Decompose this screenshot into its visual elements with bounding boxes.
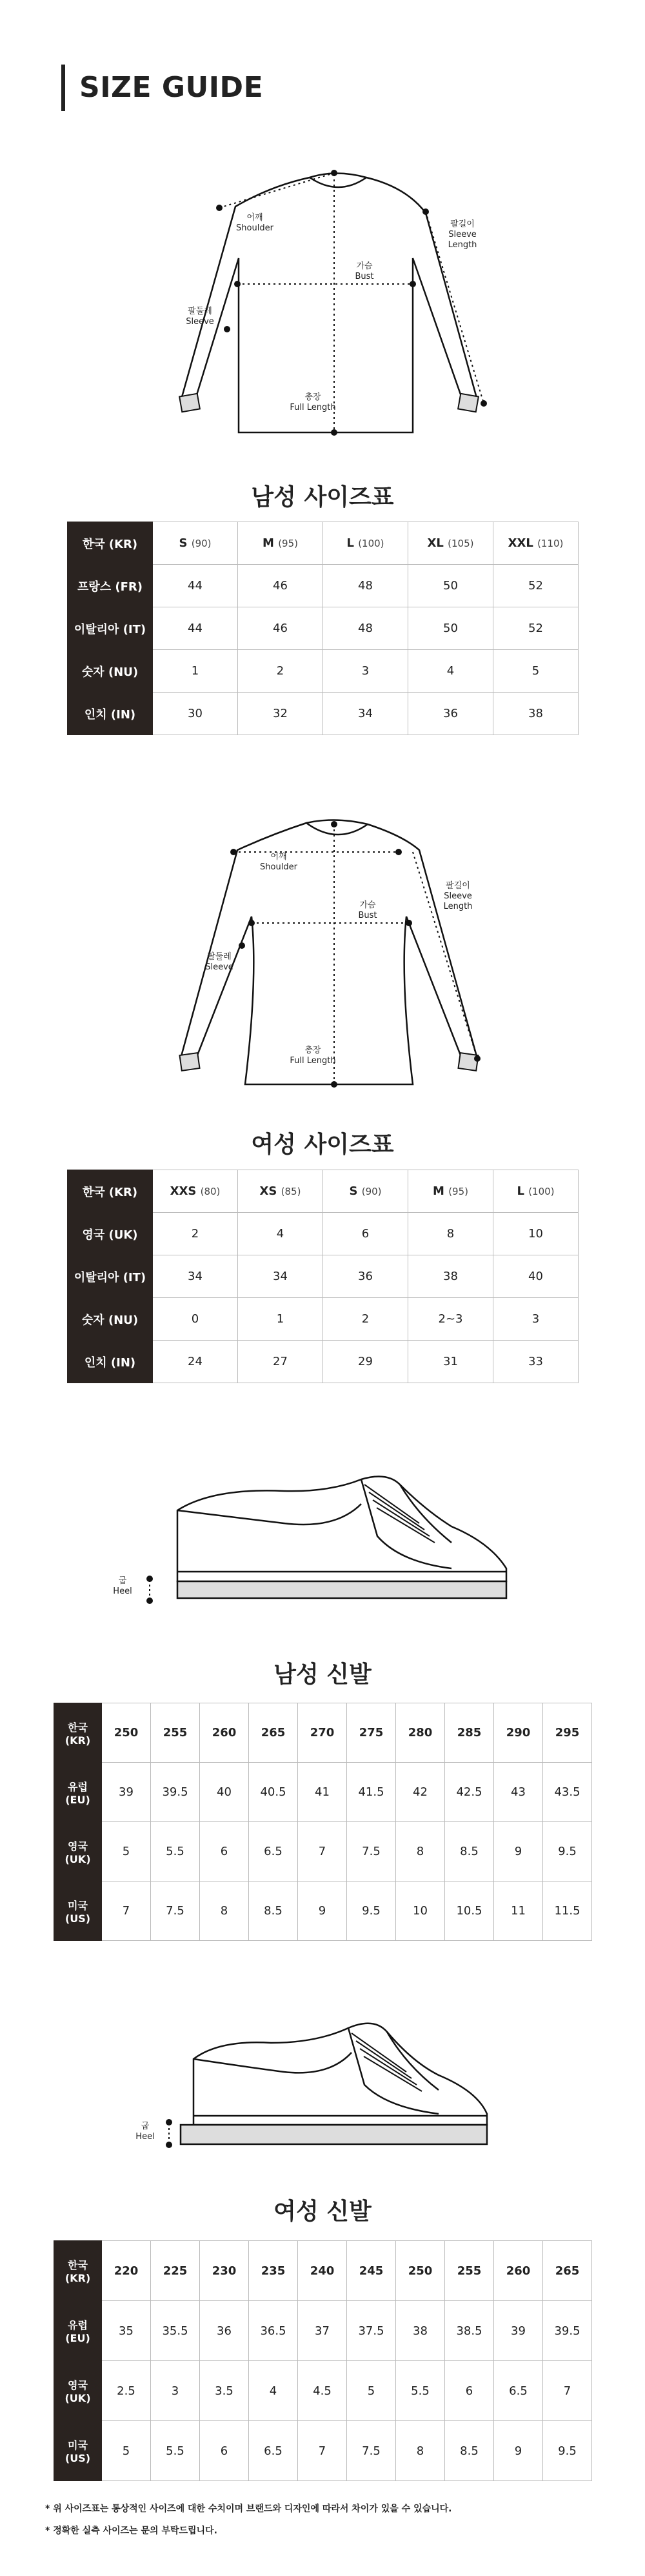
header-cell: 260 <box>494 2241 543 2301</box>
table-cell: 11 <box>494 1881 543 1941</box>
table-cell: 9.5 <box>347 1881 396 1941</box>
women-shoe-title: 여성 신발 <box>273 2198 372 2225</box>
table-row <box>68 650 579 693</box>
table-cell: 3.5 <box>200 2361 249 2421</box>
table-cell: 44 <box>153 607 238 650</box>
table-cell: 2~3 <box>408 1298 493 1341</box>
table-cell: 4 <box>249 2361 298 2421</box>
women-size-title: 여성 사이즈표 <box>251 1131 394 1158</box>
table-cell: 3 <box>493 1298 579 1341</box>
header-cell: 260 <box>200 1703 249 1763</box>
footnote: * 정확한 실측 사이즈는 문의 부탁드립니다. <box>45 2526 217 2536</box>
row-label: 미국 (US) <box>54 1881 102 1941</box>
table-row <box>54 1822 592 1881</box>
table-cell: 10.5 <box>445 1881 494 1941</box>
sleeve-label: 팔둘레 Sleeve <box>186 307 214 327</box>
men-size-title: 남성 사이즈표 <box>251 484 394 511</box>
table-cell: 7 <box>102 1881 151 1941</box>
header-cell: 240 <box>298 2241 347 2301</box>
table-cell: 48 <box>323 607 408 650</box>
row-label: 미국 (US) <box>54 2421 102 2481</box>
table-cell: 31 <box>408 1341 493 1383</box>
header-cell: 285 <box>445 1703 494 1763</box>
table-cell: 11.5 <box>543 1881 592 1941</box>
table-cell: 43.5 <box>543 1763 592 1822</box>
table-cell: 37 <box>298 2301 347 2361</box>
bust-label: 가슴 Bust <box>358 900 377 920</box>
table-cell: 8 <box>396 2421 445 2481</box>
table-cell: 6 <box>200 1822 249 1881</box>
table-row <box>68 1341 579 1383</box>
table-cell: 5.5 <box>151 2421 200 2481</box>
row-label: 숫자 (NU) <box>68 1298 153 1341</box>
table-cell: 32 <box>238 693 323 735</box>
table-cell: 4 <box>408 650 493 693</box>
women-size-table <box>67 1170 579 1383</box>
table-cell: 6.5 <box>494 2361 543 2421</box>
table-cell: 6.5 <box>249 1822 298 1881</box>
header-cell: 290 <box>494 1703 543 1763</box>
header-cell: 280 <box>396 1703 445 1763</box>
footnote: * 위 사이즈표는 통상적인 사이즈에 대한 수치이며 브랜드와 디자인에 따라서 차이가 있을 수 있습니다. <box>45 2504 452 2514</box>
heel-label: 굽 Heel <box>113 1576 132 1596</box>
bust-label: 가슴 Bust <box>355 261 374 281</box>
header-cell: 245 <box>347 2241 396 2301</box>
table-cell: 9 <box>494 1822 543 1881</box>
table-cell: 7.5 <box>347 1822 396 1881</box>
men-size-table <box>67 522 579 735</box>
table-cell: 4 <box>238 1213 323 1255</box>
full-length-label: 총장 Full Length <box>290 392 336 412</box>
table-cell: 10 <box>396 1881 445 1941</box>
table-cell: 7 <box>543 2361 592 2421</box>
sleeve-length-label: 팔길이 Sleeve Length <box>448 219 477 250</box>
table-cell: 42.5 <box>445 1763 494 1822</box>
header-cell: 250 <box>102 1703 151 1763</box>
table-cell: 5 <box>102 2421 151 2481</box>
table-cell: 50 <box>408 565 493 607</box>
header-cell: S (90) <box>323 1170 408 1213</box>
table-cell: 8 <box>408 1213 493 1255</box>
table-row <box>68 1255 579 1298</box>
header-cell: 265 <box>249 1703 298 1763</box>
header-cell: 한국 (KR) <box>54 2241 102 2301</box>
table-cell: 9.5 <box>543 1822 592 1881</box>
row-label: 유럽 (EU) <box>54 2301 102 2361</box>
table-cell: 8 <box>396 1822 445 1881</box>
table-cell: 36 <box>408 693 493 735</box>
table-cell: 29 <box>323 1341 408 1383</box>
header-cell: XXS (80) <box>153 1170 238 1213</box>
row-label: 영국 (UK) <box>54 1822 102 1881</box>
table-cell: 5.5 <box>396 2361 445 2421</box>
table-cell: 8.5 <box>445 2421 494 2481</box>
row-label: 영국 (UK) <box>54 2361 102 2421</box>
header-cell: 270 <box>298 1703 347 1763</box>
table-cell: 5 <box>493 650 579 693</box>
table-cell: 41 <box>298 1763 347 1822</box>
table-cell: 37.5 <box>347 2301 396 2361</box>
table-cell: 7 <box>298 2421 347 2481</box>
table-cell: 34 <box>323 693 408 735</box>
table-row <box>54 2361 592 2421</box>
table-cell: 41.5 <box>347 1763 396 1822</box>
table-cell: 9 <box>298 1881 347 1941</box>
table-cell: 3 <box>323 650 408 693</box>
table-cell: 8 <box>200 1881 249 1941</box>
men-shoe-diagram <box>116 1465 529 1614</box>
table-cell: 7.5 <box>347 2421 396 2481</box>
header-cell: 235 <box>249 2241 298 2301</box>
row-label: 인치 (IN) <box>68 693 153 735</box>
table-row <box>54 2301 592 2361</box>
header-cell: 265 <box>543 2241 592 2301</box>
table-cell: 40.5 <box>249 1763 298 1822</box>
header-cell: M (95) <box>238 522 323 565</box>
table-cell: 46 <box>238 565 323 607</box>
table-cell: 3 <box>151 2361 200 2421</box>
table-cell: 6 <box>445 2361 494 2421</box>
table-cell: 30 <box>153 693 238 735</box>
table-cell: 4.5 <box>298 2361 347 2421</box>
shoulder-label: 어깨 Shoulder <box>236 213 273 233</box>
table-cell: 39 <box>494 2301 543 2361</box>
row-label: 영국 (UK) <box>68 1213 153 1255</box>
table-cell: 1 <box>153 650 238 693</box>
table-cell: 39.5 <box>543 2301 592 2361</box>
sleeve-length-label: 팔길이 Sleeve Length <box>443 881 473 911</box>
table-cell: 2 <box>153 1213 238 1255</box>
table-cell: 2 <box>323 1298 408 1341</box>
table-row <box>68 1298 579 1341</box>
table-cell: 9.5 <box>543 2421 592 2481</box>
table-cell: 38.5 <box>445 2301 494 2361</box>
table-cell: 24 <box>153 1341 238 1383</box>
table-cell: 35 <box>102 2301 151 2361</box>
header-cell: S (90) <box>153 522 238 565</box>
table-cell: 39 <box>102 1763 151 1822</box>
table-cell: 35.5 <box>151 2301 200 2361</box>
header-cell: 230 <box>200 2241 249 2301</box>
header-cell: L (100) <box>493 1170 579 1213</box>
table-cell: 38 <box>493 693 579 735</box>
table-cell: 6 <box>200 2421 249 2481</box>
header-cell: XS (85) <box>238 1170 323 1213</box>
table-cell: 27 <box>238 1341 323 1383</box>
table-cell: 40 <box>493 1255 579 1298</box>
table-row <box>68 693 579 735</box>
header-cell: 295 <box>543 1703 592 1763</box>
table-cell: 48 <box>323 565 408 607</box>
header-cell: 한국 (KR) <box>68 1170 153 1213</box>
header-cell: 한국 (KR) <box>68 522 153 565</box>
shoulder-label: 어깨 Shoulder <box>260 852 297 872</box>
table-cell: 5 <box>102 1822 151 1881</box>
row-label: 이탈리아 (IT) <box>68 1255 153 1298</box>
table-cell: 7 <box>298 1822 347 1881</box>
row-label: 숫자 (NU) <box>68 650 153 693</box>
full-length-label: 총장 Full Length <box>290 1046 336 1066</box>
table-cell: 36.5 <box>249 2301 298 2361</box>
table-cell: 36 <box>323 1255 408 1298</box>
table-cell: 1 <box>238 1298 323 1341</box>
table-cell: 43 <box>494 1763 543 1822</box>
table-cell: 40 <box>200 1763 249 1822</box>
table-row <box>54 2421 592 2481</box>
header-cell: M (95) <box>408 1170 493 1213</box>
row-label: 프랑스 (FR) <box>68 565 153 607</box>
table-cell: 5 <box>347 2361 396 2421</box>
table-cell: 39.5 <box>151 1763 200 1822</box>
row-label: 유럽 (EU) <box>54 1763 102 1822</box>
header-cell: 250 <box>396 2241 445 2301</box>
header-cell: 255 <box>151 1703 200 1763</box>
table-row <box>68 1213 579 1255</box>
table-cell: 38 <box>396 2301 445 2361</box>
row-label: 인치 (IN) <box>68 1341 153 1383</box>
table-cell: 5.5 <box>151 1822 200 1881</box>
table-cell: 6.5 <box>249 2421 298 2481</box>
heel-label: 굽 Heel <box>135 2122 155 2142</box>
header-cell: L (100) <box>323 522 408 565</box>
table-row <box>54 1763 592 1822</box>
table-cell: 8.5 <box>445 1822 494 1881</box>
table-row <box>68 607 579 650</box>
table-cell: 2.5 <box>102 2361 151 2421</box>
table-cell: 52 <box>493 607 579 650</box>
table-cell: 34 <box>153 1255 238 1298</box>
table-cell: 33 <box>493 1341 579 1383</box>
header-cell: XXL (110) <box>493 522 579 565</box>
table-cell: 42 <box>396 1763 445 1822</box>
header-cell: 255 <box>445 2241 494 2301</box>
table-cell: 34 <box>238 1255 323 1298</box>
table-cell: 8.5 <box>249 1881 298 1941</box>
women-shoe-diagram <box>129 2007 516 2156</box>
table-row <box>54 1881 592 1941</box>
table-cell: 38 <box>408 1255 493 1298</box>
header-cell: 220 <box>102 2241 151 2301</box>
table-cell: 10 <box>493 1213 579 1255</box>
table-cell: 46 <box>238 607 323 650</box>
header-cell: XL (105) <box>408 522 493 565</box>
header-cell: 275 <box>347 1703 396 1763</box>
table-cell: 52 <box>493 565 579 607</box>
men-shoe-table <box>54 1703 592 1941</box>
header-cell: 한국 (KR) <box>54 1703 102 1763</box>
women-shoe-table <box>54 2240 592 2481</box>
table-cell: 50 <box>408 607 493 650</box>
table-cell: 7.5 <box>151 1881 200 1941</box>
table-row <box>68 565 579 607</box>
men-shoe-title: 남성 신발 <box>273 1661 372 1688</box>
sleeve-label: 팔둘레 Sleeve <box>205 952 233 972</box>
page-title: SIZE GUIDE <box>61 65 263 111</box>
row-label: 이탈리아 (IT) <box>68 607 153 650</box>
table-cell: 0 <box>153 1298 238 1341</box>
header-cell: 225 <box>151 2241 200 2301</box>
table-cell: 44 <box>153 565 238 607</box>
table-cell: 6 <box>323 1213 408 1255</box>
table-cell: 9 <box>494 2421 543 2481</box>
table-cell: 36 <box>200 2301 249 2361</box>
table-cell: 2 <box>238 650 323 693</box>
